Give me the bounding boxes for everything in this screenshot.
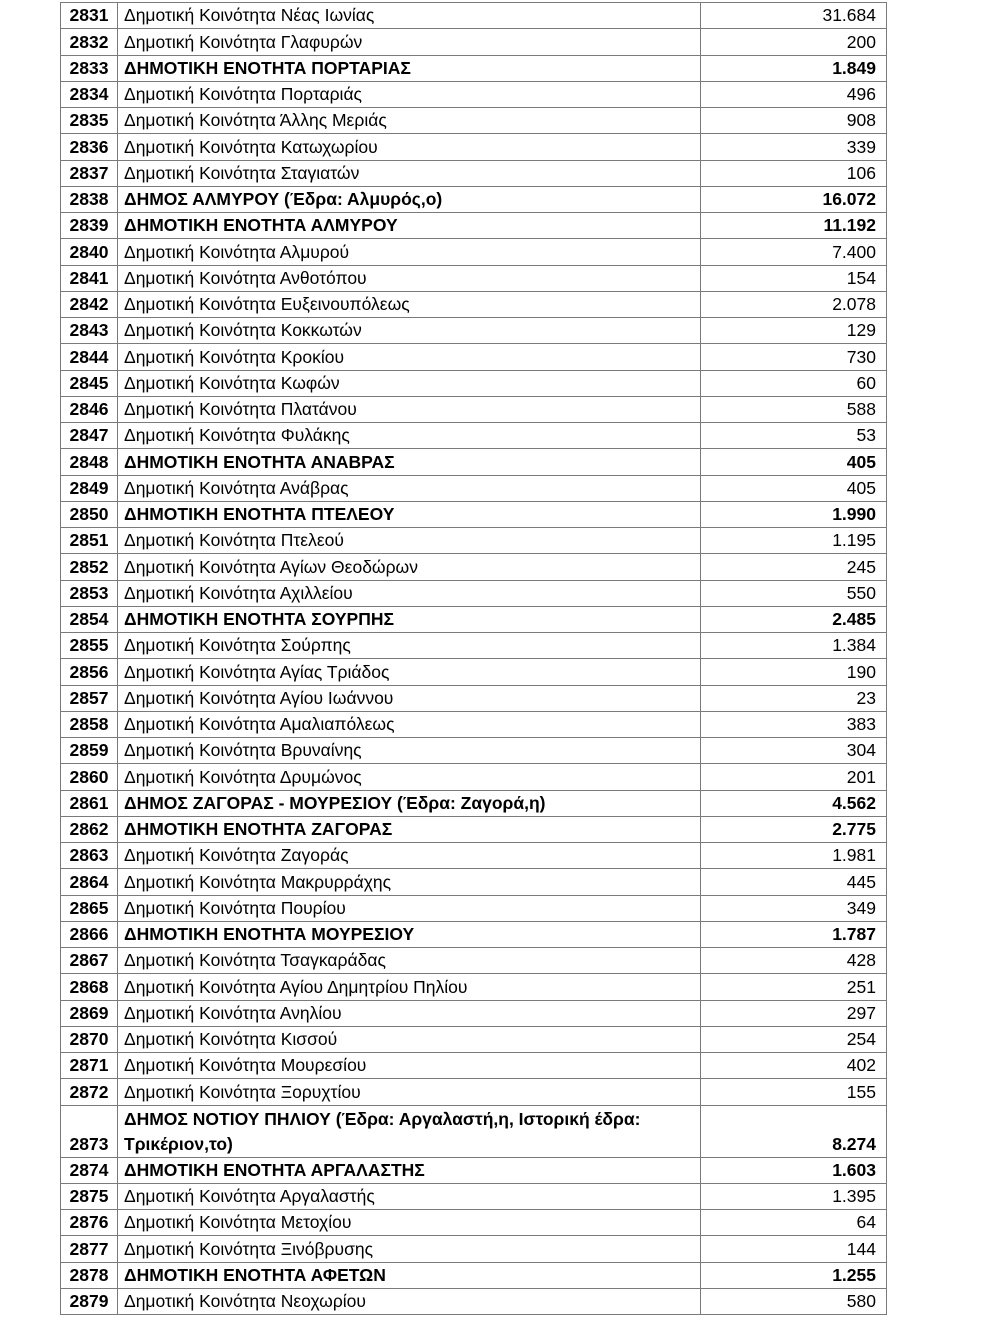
- row-code: 2836: [61, 134, 118, 160]
- municipalities-table: [60, 2, 887, 1315]
- row-code: 2870: [61, 1026, 118, 1052]
- row-name: Δημοτική Κοινότητα Αλμυρού: [118, 239, 701, 265]
- row-name: Δημοτική Κοινότητα Μακρυρράχης: [118, 869, 701, 895]
- table-row: [61, 685, 887, 711]
- row-name: Δημοτική Κοινότητα Σούρπης: [118, 633, 701, 659]
- row-name: ΔΗΜΟΤΙΚΗ ΕΝΟΤΗΤΑ ΠΟΡΤΑΡΙΑΣ: [118, 55, 701, 81]
- row-code: 2837: [61, 160, 118, 186]
- row-name: Δημοτική Κοινότητα Νεοχωρίου: [118, 1288, 701, 1314]
- table-row: [61, 1079, 887, 1105]
- row-population: 383: [701, 711, 887, 737]
- row-code: 2877: [61, 1236, 118, 1262]
- table-row: [61, 921, 887, 947]
- row-name: ΔΗΜΟΣ ΝΟΤΙΟΥ ΠΗΛΙΟΥ (Έδρα: Αργαλαστή,η, Ιστορική έδρα: Τρικέριον,το): [118, 1105, 701, 1157]
- row-name: ΔΗΜΟΤΙΚΗ ΕΝΟΤΗΤΑ ΑΦΕΤΩΝ: [118, 1262, 701, 1288]
- row-population: 201: [701, 764, 887, 790]
- row-population: 1.849: [701, 55, 887, 81]
- row-name: Δημοτική Κοινότητα Πτελεού: [118, 528, 701, 554]
- table-row: [61, 1053, 887, 1079]
- table-row: [61, 186, 887, 212]
- row-code: 2839: [61, 213, 118, 239]
- row-population: 2.775: [701, 816, 887, 842]
- row-name: Δημοτική Κοινότητα Μουρεσίου: [118, 1053, 701, 1079]
- row-name: Δημοτική Κοινότητα Ανάβρας: [118, 475, 701, 501]
- table-row: [61, 528, 887, 554]
- row-code: 2848: [61, 449, 118, 475]
- row-population: 1.990: [701, 501, 887, 527]
- row-population: 1.384: [701, 633, 887, 659]
- table-row: [61, 711, 887, 737]
- row-population: 53: [701, 423, 887, 449]
- row-population: 550: [701, 580, 887, 606]
- row-code: 2845: [61, 370, 118, 396]
- row-code: 2852: [61, 554, 118, 580]
- table-row: [61, 501, 887, 527]
- row-code: 2844: [61, 344, 118, 370]
- row-code: 2854: [61, 606, 118, 632]
- row-population: 60: [701, 370, 887, 396]
- table-row: [61, 554, 887, 580]
- row-name: Δημοτική Κοινότητα Αγίου Δημητρίου Πηλίου: [118, 974, 701, 1000]
- row-name: ΔΗΜΟΤΙΚΗ ΕΝΟΤΗΤΑ ΑΝΑΒΡΑΣ: [118, 449, 701, 475]
- row-name: Δημοτική Κοινότητα Βρυναίνης: [118, 738, 701, 764]
- row-population: 1.603: [701, 1157, 887, 1183]
- row-population: 580: [701, 1288, 887, 1314]
- row-population: 200: [701, 29, 887, 55]
- row-name: Δημοτική Κοινότητα Ευξεινουπόλεως: [118, 291, 701, 317]
- table-row: [61, 1026, 887, 1052]
- row-code: 2865: [61, 895, 118, 921]
- row-population: 908: [701, 108, 887, 134]
- row-name: Δημοτική Κοινότητα Αγίου Ιωάννου: [118, 685, 701, 711]
- row-population: 106: [701, 160, 887, 186]
- table-row: [61, 265, 887, 291]
- row-code: 2842: [61, 291, 118, 317]
- row-population: 588: [701, 396, 887, 422]
- row-name: Δημοτική Κοινότητα Ανθοτόπου: [118, 265, 701, 291]
- row-code: 2866: [61, 921, 118, 947]
- row-name: Δημοτική Κοινότητα Αμαλιαπόλεως: [118, 711, 701, 737]
- row-code: 2863: [61, 843, 118, 869]
- row-population: 1.981: [701, 843, 887, 869]
- row-name: Δημοτική Κοινότητα Ανηλίου: [118, 1000, 701, 1026]
- row-name: ΔΗΜΟΣ ΖΑΓΟΡΑΣ - ΜΟΥΡΕΣΙΟΥ (Έδρα: Ζαγορά,η): [118, 790, 701, 816]
- row-population: 349: [701, 895, 887, 921]
- table-row: [61, 974, 887, 1000]
- row-population: 23: [701, 685, 887, 711]
- table-row: [61, 764, 887, 790]
- row-code: 2843: [61, 318, 118, 344]
- table-row: [61, 1288, 887, 1314]
- row-population: 254: [701, 1026, 887, 1052]
- table-row: [61, 580, 887, 606]
- row-population: 1.255: [701, 1262, 887, 1288]
- row-name: Δημοτική Κοινότητα Πουρίου: [118, 895, 701, 921]
- row-population: 2.078: [701, 291, 887, 317]
- row-population: 297: [701, 1000, 887, 1026]
- row-code: 2871: [61, 1053, 118, 1079]
- table-row: [61, 895, 887, 921]
- table-row: [61, 606, 887, 632]
- row-population: 154: [701, 265, 887, 291]
- row-name: Δημοτική Κοινότητα Σταγιατών: [118, 160, 701, 186]
- table-row: [61, 344, 887, 370]
- row-code: 2876: [61, 1210, 118, 1236]
- row-code: 2856: [61, 659, 118, 685]
- row-name: Δημοτική Κοινότητα Αγίας Τριάδος: [118, 659, 701, 685]
- row-name: Δημοτική Κοινότητα Φυλάκης: [118, 423, 701, 449]
- row-code: 2833: [61, 55, 118, 81]
- row-name: Δημοτική Κοινότητα Αργαλαστής: [118, 1183, 701, 1209]
- row-name: Δημοτική Κοινότητα Κροκίου: [118, 344, 701, 370]
- row-population: 31.684: [701, 3, 887, 29]
- table-row: [61, 1210, 887, 1236]
- table-row: [61, 160, 887, 186]
- row-code: 2872: [61, 1079, 118, 1105]
- row-code: 2857: [61, 685, 118, 711]
- table-row: [61, 291, 887, 317]
- row-population: 1.395: [701, 1183, 887, 1209]
- row-population: 730: [701, 344, 887, 370]
- row-population: 155: [701, 1079, 887, 1105]
- row-name: Δημοτική Κοινότητα Αχιλλείου: [118, 580, 701, 606]
- table-row: [61, 659, 887, 685]
- row-population: 496: [701, 81, 887, 107]
- row-population: 339: [701, 134, 887, 160]
- row-population: 445: [701, 869, 887, 895]
- row-code: 2862: [61, 816, 118, 842]
- table-row: [61, 816, 887, 842]
- row-name: Δημοτική Κοινότητα Ξορυχτίου: [118, 1079, 701, 1105]
- row-code: 2878: [61, 1262, 118, 1288]
- row-population: 402: [701, 1053, 887, 1079]
- row-population: 7.400: [701, 239, 887, 265]
- row-population: 11.192: [701, 213, 887, 239]
- table-row: [61, 633, 887, 659]
- row-name: Δημοτική Κοινότητα Πλατάνου: [118, 396, 701, 422]
- row-name: Δημοτική Κοινότητα Αγίων Θεοδώρων: [118, 554, 701, 580]
- row-code: 2846: [61, 396, 118, 422]
- table-row: [61, 423, 887, 449]
- row-name: Δημοτική Κοινότητα Δρυμώνος: [118, 764, 701, 790]
- table-row: [61, 370, 887, 396]
- table-row: [61, 239, 887, 265]
- row-code: 2861: [61, 790, 118, 816]
- row-code: 2851: [61, 528, 118, 554]
- row-code: 2864: [61, 869, 118, 895]
- table-row: [61, 55, 887, 81]
- table-row: [61, 948, 887, 974]
- table-row: [61, 1157, 887, 1183]
- row-code: 2838: [61, 186, 118, 212]
- table-row: [61, 1236, 887, 1262]
- row-population: 1.787: [701, 921, 887, 947]
- row-code: 2847: [61, 423, 118, 449]
- row-name: ΔΗΜΟΤΙΚΗ ΕΝΟΤΗΤΑ ΑΡΓΑΛΑΣΤΗΣ: [118, 1157, 701, 1183]
- row-code: 2875: [61, 1183, 118, 1209]
- table-row: [61, 396, 887, 422]
- row-code: 2835: [61, 108, 118, 134]
- row-name: Δημοτική Κοινότητα Κοκκωτών: [118, 318, 701, 344]
- row-name: Δημοτική Κοινότητα Γλαφυρών: [118, 29, 701, 55]
- row-name: Δημοτική Κοινότητα Μετοχίου: [118, 1210, 701, 1236]
- row-code: 2850: [61, 501, 118, 527]
- table-row: [61, 843, 887, 869]
- row-population: 405: [701, 449, 887, 475]
- row-name: Δημοτική Κοινότητα Νέας Ιωνίας: [118, 3, 701, 29]
- row-population: 245: [701, 554, 887, 580]
- table-row: [61, 449, 887, 475]
- row-population: 16.072: [701, 186, 887, 212]
- row-code: 2849: [61, 475, 118, 501]
- row-population: 4.562: [701, 790, 887, 816]
- row-population: 428: [701, 948, 887, 974]
- table-row: [61, 1105, 887, 1157]
- row-code: 2869: [61, 1000, 118, 1026]
- row-population: 190: [701, 659, 887, 685]
- row-code: 2834: [61, 81, 118, 107]
- table-row: [61, 318, 887, 344]
- table-row: [61, 475, 887, 501]
- table-body: [61, 3, 887, 1315]
- table-row: [61, 3, 887, 29]
- table-row: [61, 108, 887, 134]
- row-population: 129: [701, 318, 887, 344]
- table-row: [61, 81, 887, 107]
- row-name: ΔΗΜΟΣ ΑΛΜΥΡΟΥ (Έδρα: Αλμυρός,ο): [118, 186, 701, 212]
- row-name: ΔΗΜΟΤΙΚΗ ΕΝΟΤΗΤΑ ΠΤΕΛΕΟΥ: [118, 501, 701, 527]
- table-row: [61, 134, 887, 160]
- row-code: 2855: [61, 633, 118, 659]
- table-row: [61, 1183, 887, 1209]
- row-population: 405: [701, 475, 887, 501]
- row-population: 304: [701, 738, 887, 764]
- row-population: 8.274: [701, 1105, 887, 1157]
- row-code: 2873: [61, 1105, 118, 1157]
- row-population: 144: [701, 1236, 887, 1262]
- row-name: Δημοτική Κοινότητα Άλλης Μεριάς: [118, 108, 701, 134]
- table-row: [61, 1262, 887, 1288]
- row-code: 2867: [61, 948, 118, 974]
- row-name: Δημοτική Κοινότητα Πορταριάς: [118, 81, 701, 107]
- row-code: 2868: [61, 974, 118, 1000]
- table-row: [61, 869, 887, 895]
- row-code: 2858: [61, 711, 118, 737]
- row-name: Δημοτική Κοινότητα Ζαγοράς: [118, 843, 701, 869]
- row-code: 2860: [61, 764, 118, 790]
- row-name: Δημοτική Κοινότητα Ξινόβρυσης: [118, 1236, 701, 1262]
- table-row: [61, 790, 887, 816]
- row-name: ΔΗΜΟΤΙΚΗ ΕΝΟΤΗΤΑ ΜΟΥΡΕΣΙΟΥ: [118, 921, 701, 947]
- row-code: 2874: [61, 1157, 118, 1183]
- table-row: [61, 1000, 887, 1026]
- row-name: Δημοτική Κοινότητα Κατωχωρίου: [118, 134, 701, 160]
- row-name: Δημοτική Κοινότητα Κισσού: [118, 1026, 701, 1052]
- table-row: [61, 29, 887, 55]
- row-code: 2879: [61, 1288, 118, 1314]
- row-population: 64: [701, 1210, 887, 1236]
- row-name: ΔΗΜΟΤΙΚΗ ΕΝΟΤΗΤΑ ΖΑΓΟΡΑΣ: [118, 816, 701, 842]
- table-row: [61, 738, 887, 764]
- row-population: 251: [701, 974, 887, 1000]
- row-code: 2859: [61, 738, 118, 764]
- row-population: 2.485: [701, 606, 887, 632]
- row-code: 2841: [61, 265, 118, 291]
- row-name: Δημοτική Κοινότητα Κωφών: [118, 370, 701, 396]
- row-population: 1.195: [701, 528, 887, 554]
- row-code: 2853: [61, 580, 118, 606]
- row-name: ΔΗΜΟΤΙΚΗ ΕΝΟΤΗΤΑ ΑΛΜΥΡΟΥ: [118, 213, 701, 239]
- row-code: 2832: [61, 29, 118, 55]
- table-row: [61, 213, 887, 239]
- row-code: 2831: [61, 3, 118, 29]
- row-name: ΔΗΜΟΤΙΚΗ ΕΝΟΤΗΤΑ ΣΟΥΡΠΗΣ: [118, 606, 701, 632]
- row-code: 2840: [61, 239, 118, 265]
- row-name: Δημοτική Κοινότητα Τσαγκαράδας: [118, 948, 701, 974]
